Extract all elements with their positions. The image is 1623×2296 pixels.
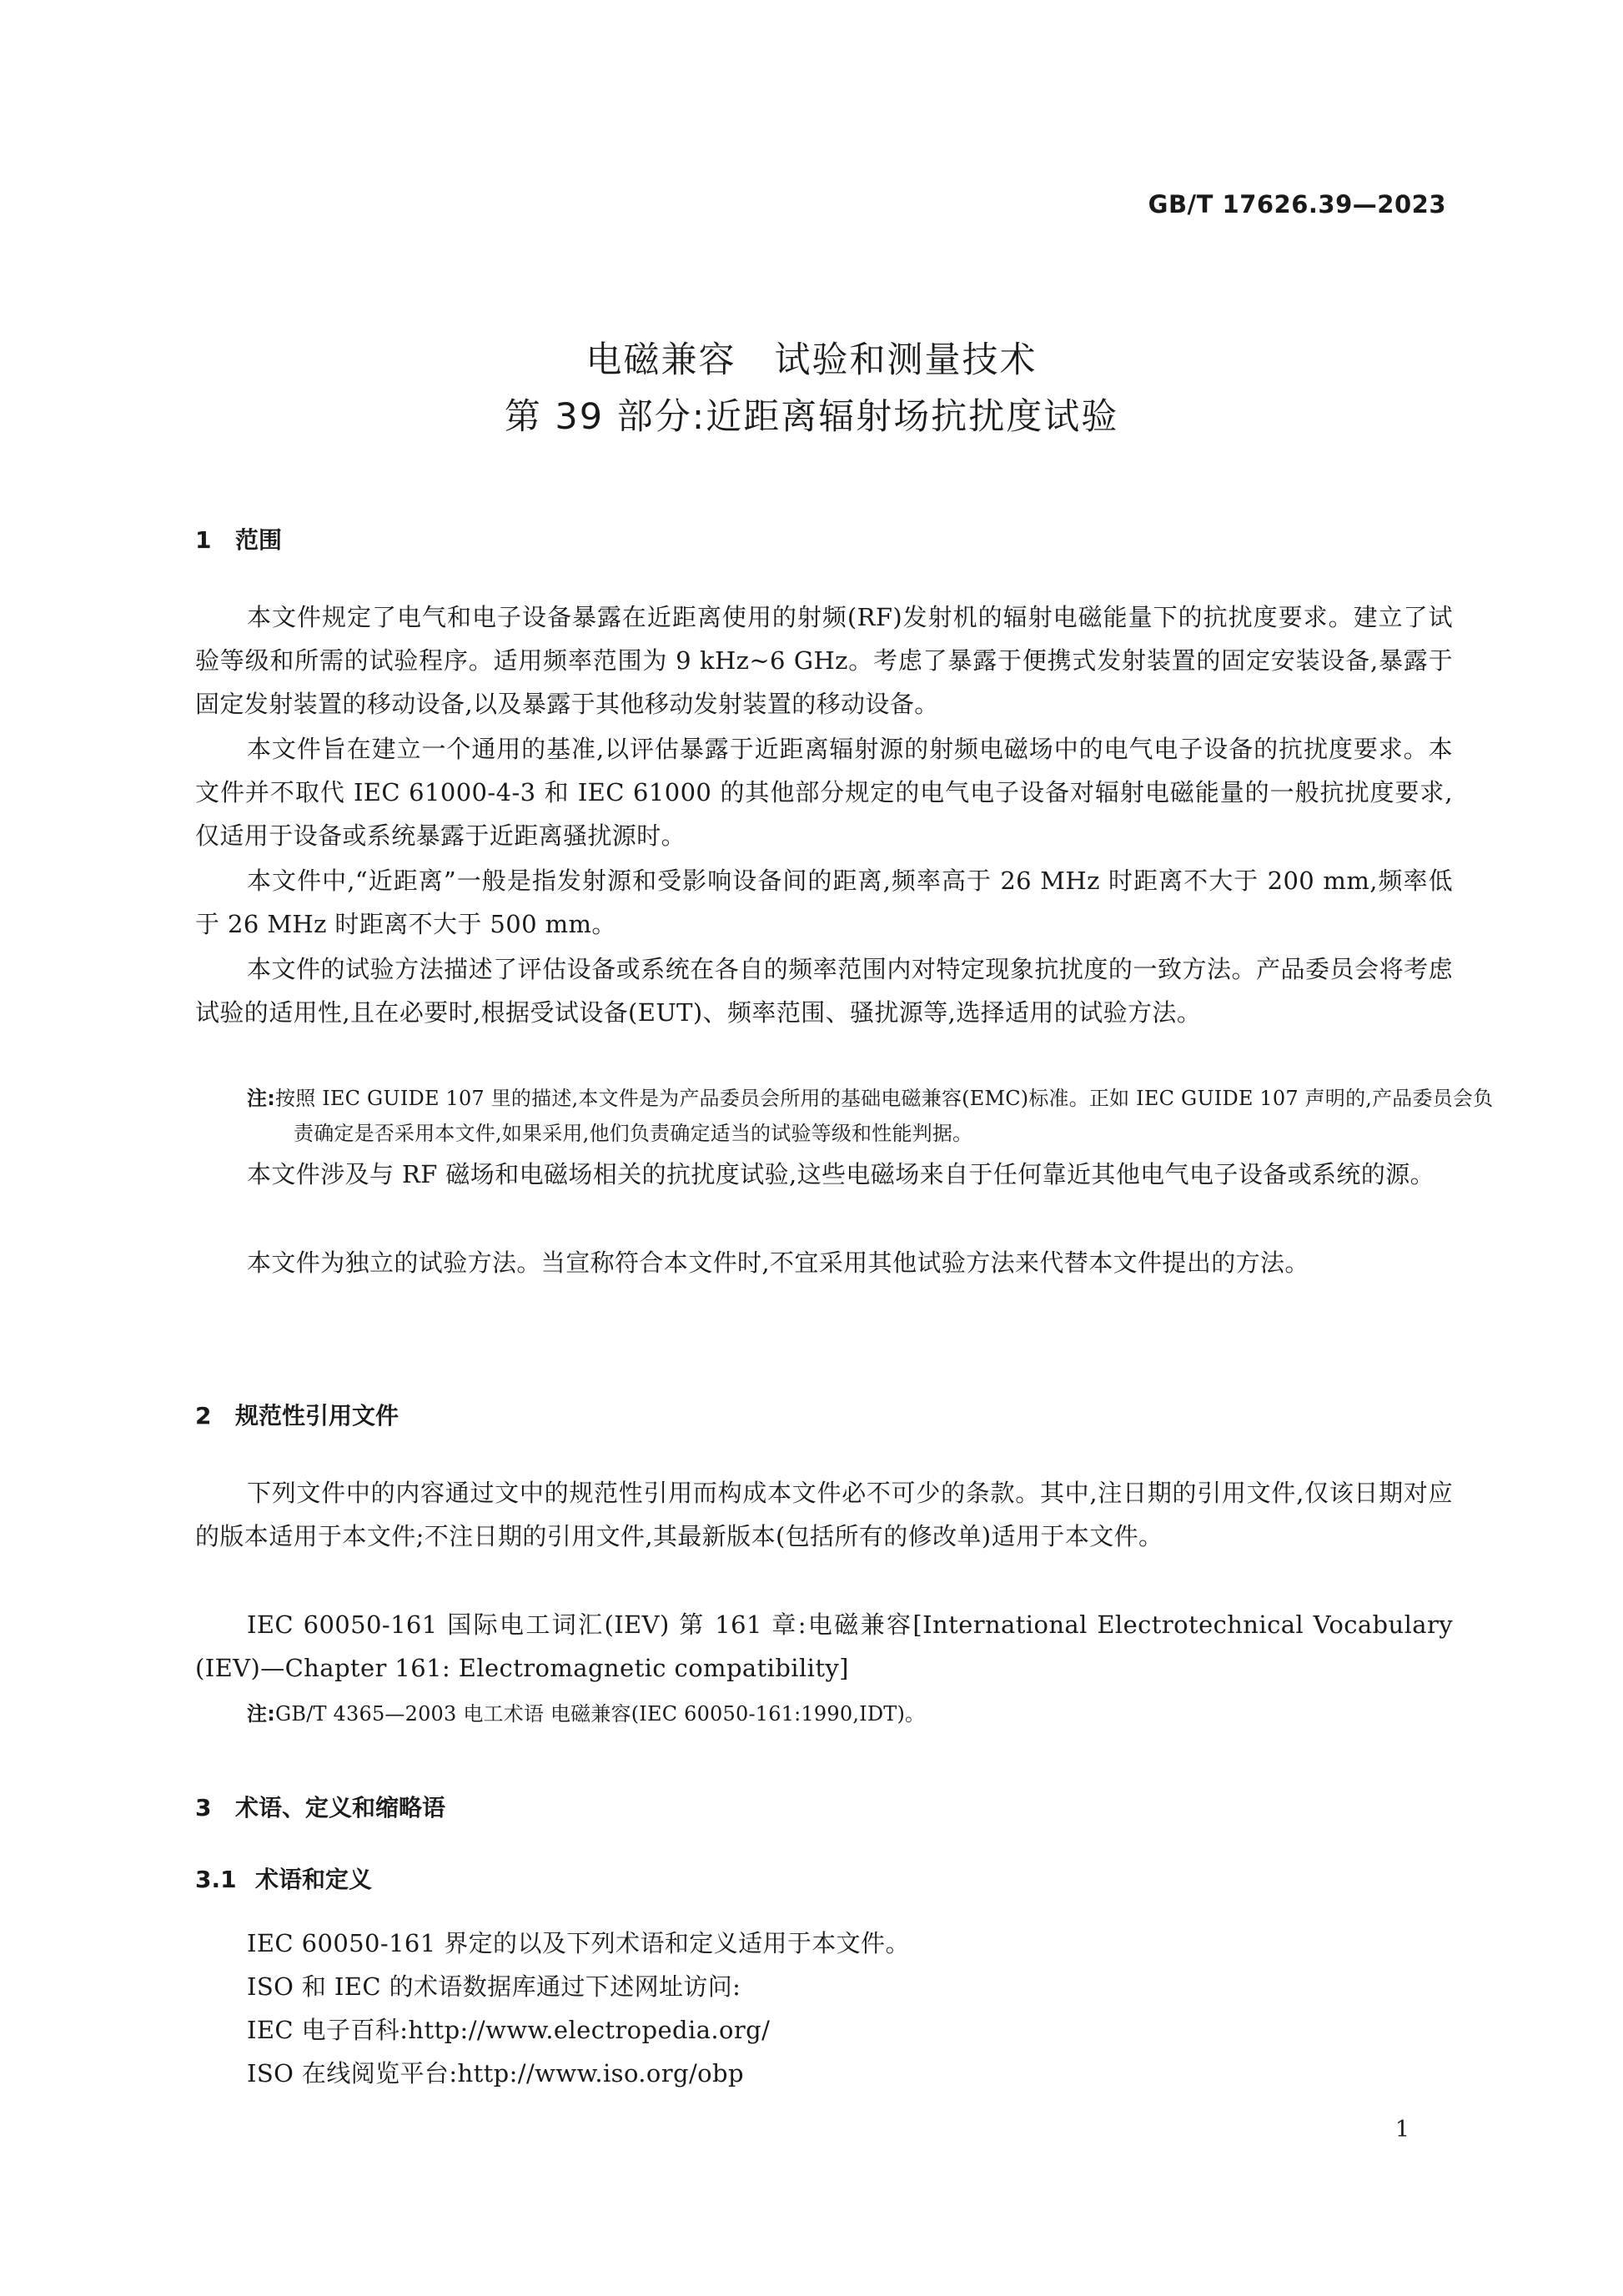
normative-reference-iec-60050-161: IEC 60050-161 国际电工词汇(IEV) 第 161 章:电磁兼容[International Electrotechnical Vocabulary (IEV)—Chapter 161: Electromagnetic compatibility] [195, 1610, 1453, 1682]
section-1-note [247, 1081, 1500, 1151]
section-1-paragraph-3: 本文件中,“近距离”一般是指发射源和受影响设备间的距离,频率高于 26 MHz 时距离不大于 200 mm,频率低于 26 MHz 时距离不大于 500 mm。 [195, 867, 1453, 938]
section-2-note [247, 1696, 1500, 1731]
section-number: 3.1 [195, 1866, 237, 1893]
section-2-heading [195, 1398, 399, 1431]
iec-electropedia-link[interactable]: IEC 电子百科:http://www.electropedia.org/ [247, 2016, 771, 2044]
section-3-1-heading [195, 1861, 372, 1895]
note-text: 按照 IEC GUIDE 107 里的描述,本文件是为产品委员会所用的基础电磁兼容(EMC)标准。正如 IEC GUIDE 107 声明的,产品委员会负责确定是否采用本文件,如果采用,他们负责确定适当的试验等级和性能判据。 [275, 1087, 1494, 1145]
section-number: 1 [195, 526, 212, 554]
section-1-paragraph-4: 本文件的试验方法描述了评估设备或系统在各自的频率范围内对特定现象抗扰度的一致方法。产品委员会将考虑试验的适用性,且在必要时,根据受试设备(EUT)、频率范围、骚扰源等,选择适用的试验方法。 [195, 955, 1453, 1027]
standard-number: GB/T 17626.39—2023 [1148, 190, 1446, 219]
note-label: 注: [247, 1087, 275, 1110]
page-number: 1 [1394, 2117, 1409, 2143]
section-1-heading [195, 522, 282, 555]
note-text: GB/T 4365—2003 电工术语 电磁兼容(IEC 60050-161:1990,IDT)。 [275, 1702, 926, 1726]
section-number: 2 [195, 1402, 212, 1429]
section-3-heading [195, 1790, 445, 1823]
document-title-line-2: 第 39 部分:近距离辐射场抗扰度试验 [504, 396, 1119, 438]
iso-obp-link[interactable]: ISO 在线阅览平台:http://www.iso.org/obp [247, 2059, 744, 2088]
document-title-line-1 [0, 332, 1623, 383]
section-1-paragraph-6: 本文件为独立的试验方法。当宣称符合本文件时,不宜采用其他试验方法来代替本文件提出的方法。 [247, 1248, 1309, 1277]
terms-intro-line: IEC 60050-161 界定的以及下列术语和定义适用于本文件。 [247, 1929, 910, 1957]
note-label: 注: [247, 1702, 275, 1726]
section-title: 术语、定义和缩略语 [235, 1794, 446, 1821]
section-title: 范围 [235, 526, 283, 554]
section-number: 3 [195, 1794, 212, 1821]
section-title: 术语和定义 [255, 1866, 373, 1893]
terminology-database-line: ISO 和 IEC 的术语数据库通过下述网址访问: [247, 1972, 741, 2001]
section-1-paragraph-2: 本文件旨在建立一个通用的基准,以评估暴露于近距离辐射源的射频电磁场中的电气电子设备的抗扰度要求。本文件并不取代 IEC 61000-4-3 和 IEC 61000 的其他部分规定的电气电子设备对辐射电磁能量的一般抗扰度要求,仅适用于设备或系统暴露于近距离骚扰源时。 [195, 735, 1453, 850]
section-1-paragraph-5: 本文件涉及与 RF 磁场和电磁场相关的抗扰度试验,这些电磁场来自于任何靠近其他电气电子设备或系统的源。 [247, 1160, 1435, 1188]
title-part-b: 试验和测量技术 [774, 339, 1038, 381]
section-title: 规范性引用文件 [235, 1402, 399, 1429]
section-2-paragraph-1: 下列文件中的内容通过文中的规范性引用而构成本文件必不可少的条款。其中,注日期的引用文件,仅该日期对应的版本适用于本文件;不注日期的引用文件,其最新版本(包括所有的修改单)适用于本文件。 [195, 1479, 1453, 1550]
section-1-paragraph-1: 本文件规定了电气和电子设备暴露在近距离使用的射频(RF)发射机的辐射电磁能量下的抗扰度要求。建立了试验等级和所需的试验程序。适用频率范围为 9 kHz~6 GHz。考虑了暴露于便携式发射装置的固定安装设备,暴露于固定发射装置的移动设备,以及暴露于其他移动发射装置的移动设备。 [195, 603, 1453, 718]
title-part-a: 电磁兼容 [585, 339, 736, 381]
